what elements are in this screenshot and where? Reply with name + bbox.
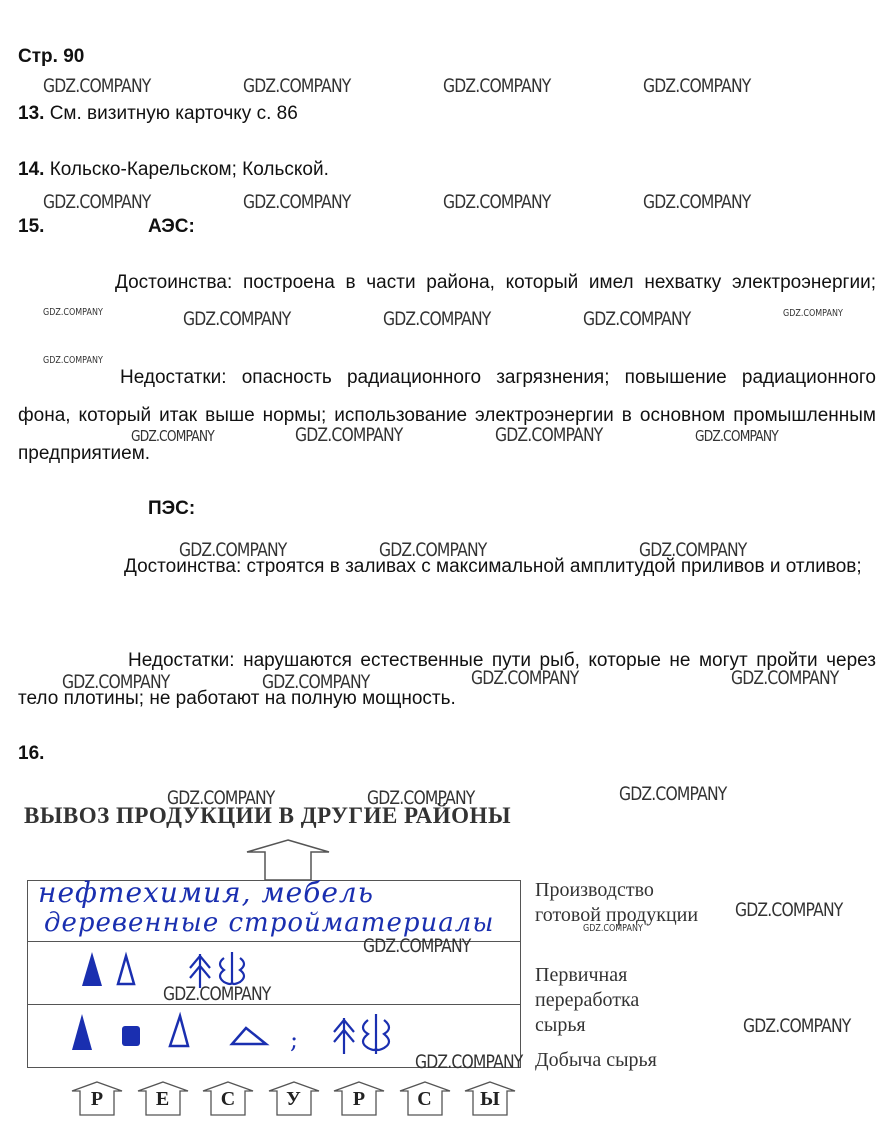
- watermark-text: GDZ.COMPANY: [379, 539, 487, 561]
- watermark-text: GDZ.COMPANY: [643, 191, 751, 213]
- watermark-text: GDZ.COMPANY: [695, 427, 778, 445]
- watermark-text: GDZ.COMPANY: [167, 787, 275, 809]
- watermark-text: GDZ.COMPANY: [183, 308, 291, 330]
- resource-letter: С: [417, 1088, 432, 1110]
- question-14: [18, 151, 329, 189]
- watermark-text: GDZ.COMPANY: [731, 667, 839, 689]
- resource-arrow: [463, 1081, 509, 1111]
- watermark-text: GDZ.COMPANY: [619, 783, 727, 805]
- resource-letter: Р: [352, 1088, 366, 1110]
- question-13: [18, 95, 298, 133]
- aes-cons: Недостатки: опасность радиационного загрязнения; повышение радиационного фона, который итак выше нормы; использование электроэнергии в основном промышленным предприятием.: [18, 367, 876, 464]
- answer-text: См. визитную карточку с. 86: [49, 103, 298, 124]
- resource-letter: Р: [90, 1088, 104, 1110]
- page-header: Стр. 90: [18, 46, 85, 67]
- row-divider: [28, 1004, 520, 1005]
- answer-text: Кольско-Карельском; Кольской.: [49, 159, 329, 180]
- watermark-text: GDZ.COMPANY: [583, 923, 643, 934]
- label-production: Производство готовой продукции: [535, 879, 699, 926]
- resource-letter: Ы: [480, 1088, 500, 1110]
- watermark-text: GDZ.COMPANY: [415, 1051, 523, 1073]
- deciduous-tree-icon: [220, 952, 244, 984]
- watermark-text: GDZ.COMPANY: [367, 787, 475, 809]
- watermark-text: GDZ.COMPANY: [443, 191, 551, 213]
- triangle-outline-icon: [232, 1028, 266, 1044]
- pes-title: ПЭС:: [148, 498, 196, 519]
- resource-arrow: [332, 1081, 378, 1111]
- handwritten-products-line1: нефтехимия, мебель: [38, 876, 374, 909]
- watermark-text: GDZ.COMPANY: [471, 667, 579, 689]
- question-15-number: 15.: [18, 216, 45, 237]
- resource-letter: Е: [155, 1088, 170, 1110]
- resource-letter: У: [286, 1088, 301, 1110]
- pes-cons: Недостатки: нарушаются естественные пути рыб, которые не могут пройти через тело плотины; не работают на полную мощность.: [18, 650, 876, 709]
- watermark-text: GDZ.COMPANY: [363, 935, 471, 957]
- watermark-text: GDZ.COMPANY: [295, 424, 403, 446]
- watermark-text: GDZ.COMPANY: [163, 983, 271, 1005]
- watermark-text: GDZ.COMPANY: [43, 75, 151, 97]
- filled-triangle-icon: [82, 952, 102, 986]
- watermark-text: GDZ.COMPANY: [783, 308, 843, 319]
- watermark-text: GDZ.COMPANY: [743, 1015, 851, 1037]
- resource-arrow: [267, 1081, 313, 1111]
- resource-arrow: [70, 1081, 116, 1111]
- pes-pros: Достоинства: строятся в заливах с максимальной амплитудой приливов и отливов;: [124, 556, 862, 577]
- watermark-text: GDZ.COMPANY: [43, 191, 151, 213]
- triangle-outline-icon: [118, 956, 134, 984]
- resource-arrow: [136, 1081, 182, 1111]
- watermark-text: GDZ.COMPANY: [443, 75, 551, 97]
- watermark-text: GDZ.COMPANY: [643, 75, 751, 97]
- watermark-text: GDZ.COMPANY: [243, 75, 351, 97]
- question-number: 13.: [18, 103, 45, 124]
- aes-title: АЭС:: [148, 216, 195, 237]
- watermark-text: GDZ.COMPANY: [179, 539, 287, 561]
- watermark-text: GDZ.COMPANY: [583, 308, 691, 330]
- label-extraction: Добыча сырья: [535, 1049, 657, 1071]
- watermark-text: GDZ.COMPANY: [131, 427, 214, 445]
- label-primary-processing: Первичная переработка сырья: [535, 964, 640, 1036]
- watermark-text: GDZ.COMPANY: [735, 899, 843, 921]
- watermark-text: GDZ.COMPANY: [262, 671, 370, 693]
- tree-arrow-icon: [334, 1018, 354, 1054]
- watermark-text: GDZ.COMPANY: [43, 355, 103, 366]
- deciduous-tree-icon: [363, 1014, 389, 1054]
- extraction-symbols: [68, 1010, 408, 1058]
- watermark-text: GDZ.COMPANY: [383, 308, 491, 330]
- watermark-text: GDZ.COMPANY: [43, 307, 103, 318]
- resource-arrow: [398, 1081, 444, 1111]
- resource-arrow: [201, 1081, 247, 1111]
- watermark-text: GDZ.COMPANY: [495, 424, 603, 446]
- filled-triangle-icon: [72, 1014, 92, 1050]
- handwritten-products-line2: деревенные стройматериалы: [44, 908, 495, 938]
- resource-letter: С: [220, 1088, 236, 1110]
- watermark-text: GDZ.COMPANY: [243, 191, 351, 213]
- question-16-number: 16.: [18, 743, 45, 764]
- question-number: 14.: [18, 159, 45, 180]
- semicolon-mark: ;: [290, 1026, 299, 1054]
- triangle-outline-icon: [170, 1016, 188, 1046]
- aes-pros: Достоинства: построена в части района, который имел нехватку электроэнергии;: [115, 272, 876, 293]
- watermark-text: GDZ.COMPANY: [62, 671, 170, 693]
- watermark-text: GDZ.COMPANY: [639, 539, 747, 561]
- filled-square-icon: [122, 1026, 140, 1046]
- diagram-title: ВЫВОЗ ПРОДУКЦИИ В ДРУГИЕ РАЙОНЫ: [24, 803, 512, 828]
